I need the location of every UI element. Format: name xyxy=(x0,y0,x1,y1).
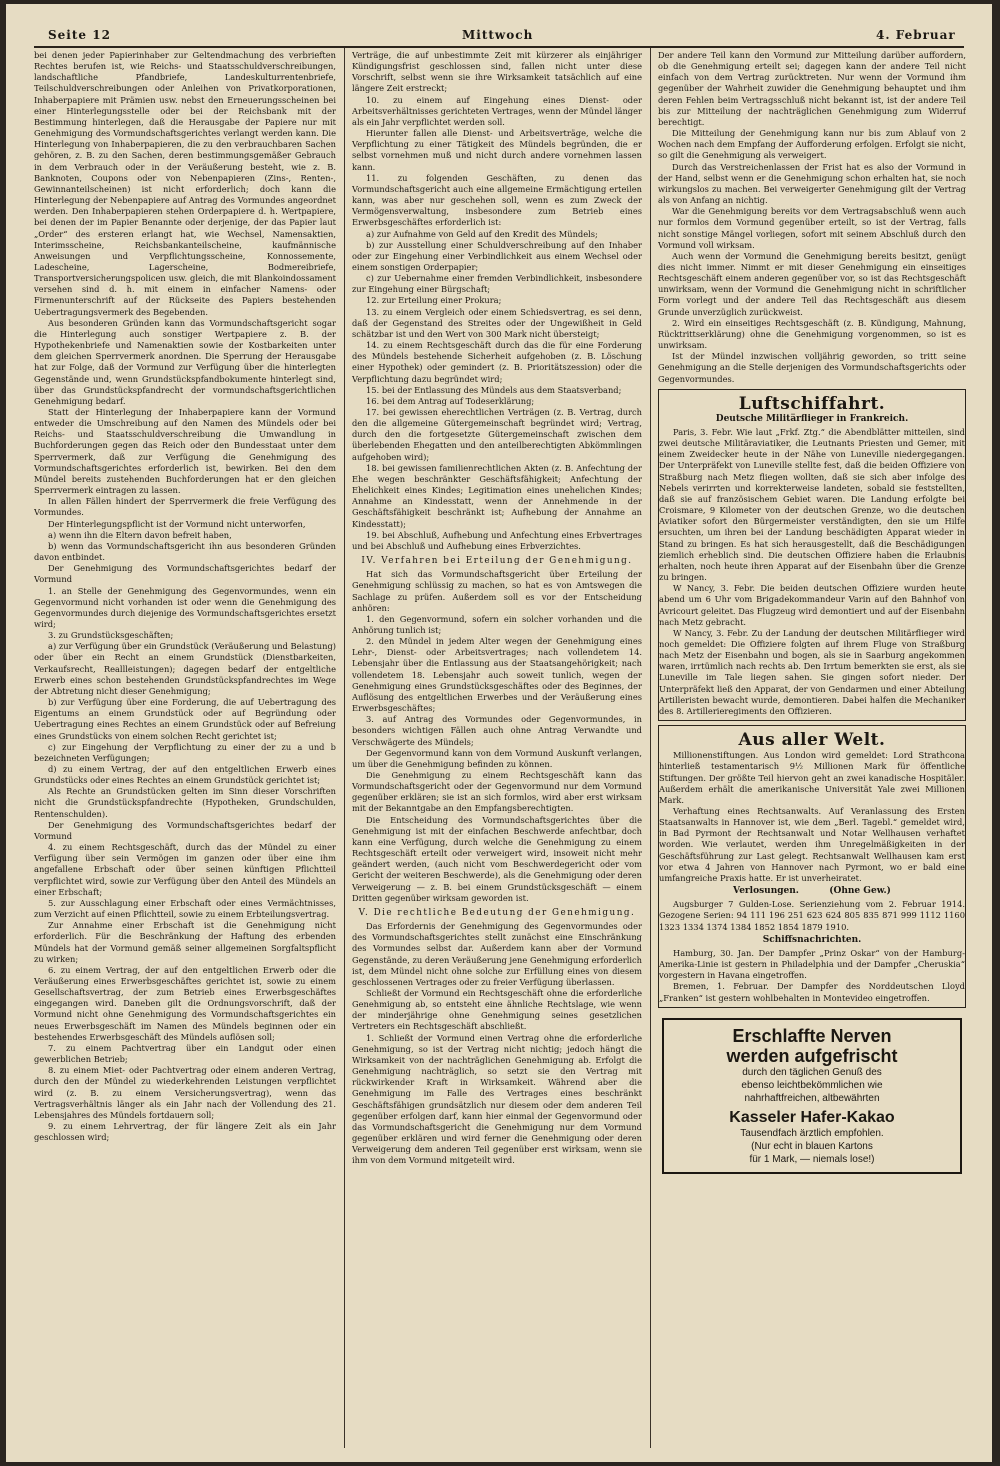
paragraph: 5. zur Ausschlagung einer Erbschaft oder eines Vermächtnisses, zum Verzicht auf einen Pflichtteil, sowie zu einem Erbteilungsvertrag. xyxy=(34,897,336,920)
paragraph: Hamburg, 30. Jan. Der Dampfer „Prinz Oskar“ von der Hamburg-Amerika-Linie ist gestern in Philadelphia und der Dampfer „Cheruskia“ vorgestern in Havana eingetroffen. xyxy=(659,947,965,981)
paragraph: 17. bei gewissen eherechtlichen Verträgen (z. B. Vertrag, durch den die allgemeine Gütergemeinschaft begründet wird; Vertrag, durch den die fortgesetzte Gütergemeinschaft zwischen dem überlebenden Ehegatten und den anteilberechtigten Abkömmlingen aufgehoben wird); xyxy=(352,407,642,462)
paragraph: 12. zur Erteilung einer Prokura; xyxy=(366,295,502,306)
paragraph: Die Genehmigung zu einem Rechtsgeschäft kann das Vormundschaftsgericht oder der Gegenvormund nur dem Vormund gegenüber erklären; sie ist an sich formlos, wird aber erst wirksam mit der Bekanntgabe an den Empfangsberechtigten. xyxy=(352,770,642,814)
paragraph: Aus besonderen Gründen kann das Vormundschaftsgericht sogar die Hinterlegung auch sonstiger Wertpapiere z. B. der Hypothekenbriefe und Namenaktien sowie der Kostbarkeiten unter dem gleichen Sperrvermerk anordnen. Die Sperrung der Herausgabe hat zur Folge, daß der Vormund zur Verfügung über die hinterlegten Gegenstände und, wenn Grundstückspfandbokumente hinterlegt sind, über das Grundstückspfandrecht der vormundschaftsgerichtlichen Genehmigung bedarf. xyxy=(34,317,336,406)
paragraph: Paris, 3. Febr. Wie laut „Frkf. Ztg.“ die Abendblätter mitteilen, sind zwei deutsche Militäraviatiker, die Leutnants Priesten und Gemer, mit einem Zweidecker heute in der Nähe von Luneville niedergegangen. Der Unterpräfekt von Luneville stellte fest, daß die beiden Offiziere von Straßburg nach Metz fliegen wollten, daß sie sich aber infolge des Nebels verirrten und korrekterweise landeten, sobald sie feststellten, daß sie auf französischem Gebiet waren. Die Landung erfolgte bei Croismare, 9 Kilometer von der deutschen Grenze, wo die deutschen Aviatiker sofort den Bürgermeister verständigten, den sie um Hilfe ersuchten, um ihren bei der Landung beschädigten Apparat wieder in Stand zu bringen. Es hat sich herausgestellt, daß die Beschädigungen ziemlich erheblich sind. Die deutschen Offiziere haben die Erlaubnis erhalten, noch heute ihren Apparat auf der Eisenbahn über die Grenze zu bringen. xyxy=(659,427,965,583)
paragraph: bei denen jeder Papierinhaber zur Geltendmachung des verbrieften Rechtes berufen ist, wie Reichs- und Staatsschuldverschreibungen, landschaftliche Pfandbriefe, Landeskulturrentenbriefe, Teilschuldverschreibungen oder Anleihen von Privatkorporationen, Inhaberpapiere mit Prämien usw. nebst den Erneuerungsscheinen bei einer Hinterlegungsstelle oder bei der Reichsbank mit der Bestimmung hinterlegen, daß die Herausgabe der Papiere nur mit Genehmigung des Vormundschaftsgerichtes verlangt werden kann. Die Hinterlegung von Inhaberpapieren, die zu den verbrauchbaren Sachen gehören, z. B. zu den Sachen, deren bestimmungsgemäßer Gebrauch in dem Verbrauch oder in der Veräußerung besteht, wie z. B. Banknoten, Coupons oder von Nebenpapieren (Zins-, Renten-, Gewinnanteilscheinen) ist nicht erforderlich; doch kann die Hinterlegung der Nebenpapiere auf Antrag des Vormundes angeordnet werden. Den Inhaberpapieren stehen Orderpapiere d. h. Wertpapiere, bei denen der im Papier Benannte oder derjenige, der das Papier laut „Order“ des ersteren erlangt hat, wie Wechsel, Namensaktien, Interimsscheine, Reichsbankanteilscheine, kaufmännische Anweisungen und Verpflichtungsscheine, Konnossemente, Ladescheine, Lagerscheine, Bodmereibriefe, Transportversicherungspolicen usw. gleich, die mit Blankoindossament versehen sind d. h. mit einem in einfacher Namens- oder Firmenunterschrift auf der Rückseite des Papiers bestehenden Uebertragungsvermerk des Begebenden. xyxy=(34,50,336,317)
paragraph: Augsburger 7 Gulden-Lose. Serienziehung vom 2. Februar 1914. Gezogene Serien: 94 111 196 251 623 624 805 835 871 999 1112 1160 1323 1334 1374 1384 1852 1854 1879 1910. xyxy=(659,899,965,932)
section-heading: Aus aller Welt. xyxy=(738,730,886,751)
column-2 xyxy=(352,50,642,1452)
paragraph: Auch wenn der Vormund die Genehmigung bereits besitzt, genügt dies nicht immer. Nimmt er mit dieser Genehmigung ein einseitiges Rechtsgeschäft einem anderen gegenüber vor, so ist das Rechtsgeschäft unwirksam, wenn der Vormund die Genehmigung nicht in schriftlicher Form vorlegt und der andere Teil das Rechtsgeschäft aus diesem Grunde unverzüglich zurückweist. xyxy=(658,250,966,317)
paragraph: b) wenn das Vormundschaftsgericht ihn aus besonderen Gründen davon entbindet. xyxy=(34,540,336,563)
paragraph: In allen Fällen hindert der Sperrvermerk die freie Verfügung des Vormundes. xyxy=(34,496,336,518)
paragraph: Als Rechte an Grundstücken gelten im Sinn dieser Vorschriften nicht die Grundstückspfandrechte (Hypotheken, Grundschulden, Rentenschulden). xyxy=(34,786,336,819)
paragraph: Die Mitteilung der Genehmigung kann nur bis zum Ablauf von 2 Wochen nach dem Empfang der Aufforderung erfolgen. Erfolgt sie nicht, so gilt die Genehmigung als verweigert. xyxy=(658,128,966,161)
paragraph: a) zur Aufnahme von Geld auf den Kredit des Mündels; xyxy=(366,228,598,239)
paragraph: 7. zu einem Pachtvertrag über ein Landgut oder einen gewerblichen Betrieb; xyxy=(34,1042,336,1065)
paragraph: d) zu einem Vertrag, der auf den entgeltlichen Erwerb eines Grundstücks oder eines Rechtes an einem Grundstück gerichtet ist; xyxy=(34,764,336,786)
paragraph: 18. bei gewissen familienrechtlichen Akten (z. B. Anfechtung der Ehe wegen beschränkter Geschäftsfähigkeit; Anfechtung der Ehelichkeit eines Kindes; Legitimation eines unehelichen Kindes; Annahme an Kindesstatt, wenn der Annehmende in der Geschäftsfähigkeit beschränkt ist; Aufhebung der Annahme an Kindesstatt); xyxy=(352,462,642,529)
page-number: Seite 12 xyxy=(48,28,111,42)
verlosungen-note: (Ohne Gew.) xyxy=(829,886,891,897)
paragraph: Millionenstiftungen. Aus London wird gemeldet: Lord Strathcona hinterließ testamentarisch 9½ Millionen Mark für öffentliche Stiftungen. Der größte Teil hiervon geht an zwei kanadische Hospitäler. Außerdem erhält die amerikanische Universität Yale zwei Millionen Mark. xyxy=(659,750,965,805)
paragraph: 8. zu einem Miet- oder Pachtvertrag oder einem anderen Vertrag, durch den der Mündel zu wiederkehrenden Leistungen verpflichtet wird (z. B. zu einem Versicherungsvertrag), wenn das Vertragsverhältnis länger als ein Jahr nach der Vollendung des 21. Lebensjahres des Mündels fortdauern soll; xyxy=(34,1065,336,1120)
paragraph: c) zur Eingehung der Verpflichtung zu einer der zu a und b bezeichneten Verfügungen; xyxy=(34,741,336,763)
paragraph: Der Hinterlegungspflicht ist der Vormund nicht unterworfen, xyxy=(48,518,306,529)
ad-text: für 1 Mark, — niemals lose!) xyxy=(749,1153,875,1165)
paragraph: W Nancy, 3. Febr. Die beiden deutschen Offiziere wurden heute abend um 6 Uhr vom Brigadekommandeur Varin auf den Bahnhof von Avricourt geleitet. Das Flugzeug wird demontiert und auf der Eisenbahn nach Metz gebracht. xyxy=(659,583,965,627)
paragraph: 3. auf Antrag des Vormundes oder Gegenvormundes, in besonders wichtigen Fällen auch ohne Antrag Verwandte und Verschwägerte des Mündels; xyxy=(352,714,642,747)
issue-date: 4. Februar xyxy=(876,28,956,42)
column-3 xyxy=(658,50,966,1452)
paragraph: Der andere Teil kann den Vormund zur Mitteilung darüber auffordern, ob die Genehmigung erteilt sei; dagegen kann der andere Teil nicht einfach von dem Vertrag zurücktreten. Nur wenn der Vormund ihm gegenüber der Wahrheit zuwider die Genehmigung behauptet und ihm deren Fehlen beim Vertragsschluß nicht bekannt ist, ist der andere Teil bis zur Mitteilung der nachträglichen Genehmigung zum Widerruf berechtigt. xyxy=(658,50,966,127)
section-heading: V. Die rechtliche Bedeutung der Genehmigung. xyxy=(358,907,636,918)
paragraph: 9. zu einem Lehrvertrag, der für längere Zeit als ein Jahr geschlossen wird; xyxy=(34,1121,336,1143)
paragraph: Der Genehmigung des Vormundschaftsgerichtes bedarf der Vormund xyxy=(34,563,336,585)
paragraph: 4. zu einem Rechtsgeschäft, durch das der Mündel zu einer Verfügung über sein Vermögen im ganzen oder über eine ihm angefallene Erbschaft oder über seinen künftigen Pflichtteil verpflichtet wird, sowie zur Verfügung über den Anteil des Mündels an einer Erbschaft; xyxy=(34,842,336,897)
paragraph: 11. zu folgenden Geschäften, zu denen das Vormundschaftsgericht auch eine allgemeine Ermächtigung erteilen kann, was aber nur geschehen soll, wenn es zum Zweck der Vermögensverwaltung, insbesondere zum Betrieb eines Erwerbsgeschäftes erforderlich ist: xyxy=(352,172,642,228)
paragraph: Schließt der Vormund ein Rechtsgeschäft ohne die erforderliche Genehmigung ab, so entsteht eine ähnliche Rechtslage, wie wenn der minderjährige ohne Genehmigung seines gesetzlichen Vertreters ein Rechtsgeschäft abschließt. xyxy=(352,987,642,1032)
ad-headline: Erschlaffte Nerven xyxy=(732,1025,892,1046)
article-subheading: Deutsche Militärflieger in Frankreich. xyxy=(715,413,909,424)
paragraph: Verträge, die auf unbestimmte Zeit mit kürzerer als einjähriger Kündigungsfrist geschlossen sind, fallen nicht unter diese Vorschrift, selbst wenn sie ihre Wirksamkeit tatsächlich auf eine längere Zeit erstreckt; xyxy=(352,50,642,94)
column-1 xyxy=(34,50,336,1452)
paragraph: 15. bei der Entlassung des Mündels aus dem Staatsverband; xyxy=(366,384,622,395)
paragraph: Verhaftung eines Rechtsanwalts. Auf Veranlassung des Ersten Staatsanwalts in Hannover ist, wie dem „Berl. Tagebl.“ gemeldet wird, in Bad Pyrmont der Rechtsanwalt und Notar Wellhausen verhaftet worden. Wie verlautet, werden ihm Unregelmäßigkeiten in der Geschäftsführung zur Last gelegt. Rechtsanwalt Wellhausen kam erst vor etwa 4 Jahren von Hannover nach Pyrmont, wo er bald eine umfangreiche Praxis hatte. Er ist unverheiratet. xyxy=(659,806,965,883)
ad-text: durch den täglichen Genuß des xyxy=(742,1066,882,1078)
newspaper-page xyxy=(6,4,992,1462)
paragraph: 2. Wird ein einseitiges Rechtsgeschäft (z. B. Kündigung, Mahnung, Rücktrittserklärung) ohne die Genehmigung vorgenommen, so ist es unwirksam. xyxy=(658,317,966,351)
paragraph: Das Erfordernis der Genehmigung des Gegenvormundes oder des Vormundschaftsgerichtes stellt zunächst eine Einschränkung des Vormundes selbst dar. Außerdem kann aber der Vormund Gegenstände, zu deren Veräußerung jene Genehmigung erforderlich ist, dem Mündel nicht ohne solche zur Erfüllung eines von diesem geschlossenen Vertrages oder zu freier Verfügung überlassen. xyxy=(352,921,642,987)
paragraph: Hat sich das Vormundschaftsgericht über Erteilung der Genehmigung schlüssig zu machen, so hat es von Amtswegen die Sachlage zu prüfen. Außerdem soll es vor der Entscheidung anhören: xyxy=(352,569,642,613)
paragraph: Hierunter fallen alle Dienst- und Arbeitsverträge, welche die Verpflichtung zu einer Tätigkeit des Mündels begründen, die er selbst vornehmen muß und nicht durch andere vornehmen lassen kann. xyxy=(352,128,642,172)
ad-text: ebenso leichtbekömmlichen wie xyxy=(741,1079,883,1091)
paragraph: Der Genehmigung des Vormundschaftsgerichtes bedarf der Vormund xyxy=(34,819,336,841)
paragraph: Bremen, 1. Februar. Der Dampfer des Norddeutschen Lloyd „Franken“ ist gestern wohlbehalten in Montevideo eingetroffen. xyxy=(659,981,965,1003)
paragraph: a) zur Verfügung über ein Grundstück (Veräußerung und Belastung) oder über ein Recht an einem Grundstück (Dienstbarkeiten, Verkaufsrecht, Reallleistungen); dagegen bedarf der entgeltliche Erwerb eines schon bestehenden Grundstückspfandrechtes im Wege der Abtretung nicht dieser Genehmigung; xyxy=(34,641,336,696)
ad-brand: Kasseler Hafer-Kakao xyxy=(729,1108,895,1126)
column-divider xyxy=(650,48,651,1448)
paragraph: 6. zu einem Vertrag, der auf den entgeltlichen Erwerb oder die Veräußerung eines Erwerbsgeschäftes gerichtet ist, sowie zu einem Gesellschaftsvertrag, der zum Betrieb eines Erwerbsgeschäftes eingegangen wird. Daneben gilt die Ordnungsvorschrift, daß der Vormund nicht ohne Genehmigung des Vormundschaftsgerichtes ein neues Erwerbsgeschäft im Namen des Mündels beginnen oder ein bestehendes Erwerbsgeschäft des Mündels auflösen soll; xyxy=(34,964,336,1042)
paragraph: Durch das Verstreichenlassen der Frist hat es also der Vormund in der Hand, selbst wenn er die Genehmigung schon erhalten hat, sie noch wirkungslos zu machen. Bei verweigerter Genehmigung gilt der Vertrag als von Anfang an nichtig. xyxy=(658,161,966,206)
paragraph: 1. an Stelle der Genehmigung des Gegenvormundes, wenn ein Gegenvormund nicht vorhanden ist oder wenn die Genehmigung des Gegenvormundes durch diejenige des Vormundschaftsgerichtes ersetzt wird; xyxy=(34,585,336,629)
ad-text: nahrhaftfreichen, altbewährten xyxy=(744,1092,880,1104)
paragraph: a) wenn ihn die Eltern davon befreit haben, xyxy=(48,529,232,540)
paragraph: Der Gegenvormund kann von dem Vormund Auskunft verlangen, um über die Genehmigung befinden zu können. xyxy=(352,747,642,769)
column-divider xyxy=(344,48,345,1448)
ad-text: Tausendfach ärztlich empfohlen. xyxy=(740,1127,884,1139)
paragraph: 13. zu einem Vergleich oder einem Schiedsvertrag, es sei denn, daß der Gegenstand des Streites oder der Ungewißheit in Geld schätzbar ist und den Wert von 300 Mark nicht übersteigt; xyxy=(352,306,642,339)
header-rule xyxy=(34,46,964,48)
schiffsnachrichten-heading: Schiffsnachrichten. xyxy=(762,934,862,945)
paragraph: 3. zu Grundstücksgeschäften; xyxy=(48,630,174,641)
paragraph: Die Entscheidung des Vormundschaftsgerichtes über die Genehmigung ist mit der einfachen Beschwerde anfechtbar, doch kann eine Verfügung, durch welche die Genehmigung zu einem Rechtsgeschäft erteilt oder verweigert wird, insoweit nicht mehr geändert werden, (auch nicht vom Beschwerdegericht oder vom Gericht der weiteren Beschwerde), als die Genehmigung oder deren Verweigerung — z. B. bei einem Grundstücksgeschäft — einem Dritten gegenüber wirksam geworden ist. xyxy=(352,814,642,903)
verlosungen-title: Verlosungen. xyxy=(733,886,799,897)
paragraph: 1. den Gegenvormund, sofern ein solcher vorhanden und die Anhörung tunlich ist; xyxy=(352,613,642,635)
paragraph: 10. zu einem auf Eingehung eines Dienst- oder Arbeitsverhältnisses gerichteten Vertrages, wenn der Mündel länger als ein Jahr verpflichtet werden soll. xyxy=(352,94,642,127)
paragraph: b) zur Verfügung über eine Forderung, die auf Uebertragung des Eigentums an einem Grundstück oder auf Begründung oder Uebertragung eines Rechtes an einem Grundstück oder auf Befreiung eines Grundstücks von einem solchen Recht gerichtet ist; xyxy=(34,697,336,741)
paragraph: c) zur Uebernahme einer fremden Verbindlichkeit, insbesondere zur Eingehung einer Bürgschaft; xyxy=(352,273,642,295)
paragraph: 14. zu einem Rechtsgeschäft durch das die für eine Forderung des Mündels bestehende Sicherheit aufgehoben (z. B. Löschung einer Hypothek) oder gemindert (z. B. Prioritätszession) oder die Verpflichtung dazu begründet wird; xyxy=(352,340,642,384)
paragraph: 19. bei Abschluß, Aufhebung und Anfechtung eines Erbvertrages und bei Abschluß und Aufhebung eines Erbverzichtes. xyxy=(352,529,642,551)
verlosungen-heading xyxy=(659,886,965,897)
section-heading: IV. Verfahren bei Erteilung der Genehmigung. xyxy=(361,556,633,567)
paragraph: Statt der Hinterlegung der Inhaberpapiere kann der Vormund entweder die Umschreibung auf den Namen des Mündels oder bei Reichs- und Staatsschuldverschreibung die Umwandlung in Buchforderungen gegen das Reich oder den Bundesstaat unter dem Sperrvermerk, daß zur Verfügung die Genehmigung des Vormundschaftsgerichtes erforderlich ist, bewirken. Bei den dem Mündel bereits zustehenden Buchforderungen hat er den gleichen Sperrvermerk eintragen zu lassen. xyxy=(34,407,336,496)
weekday: Mittwoch xyxy=(462,28,534,42)
paragraph: Ist der Mündel inzwischen volljährig geworden, so tritt seine Genehmigung an die Stelle derjenigen des Vormundschaftsgerichts oder Gegenvormundes. xyxy=(658,351,966,384)
paragraph: War die Genehmigung bereits vor dem Vertragsabschluß wenn auch nur formlos dem Vormund gegenüber erteilt, so ist der Vertrag, falls nicht sonstige Mängel vorliegen, sofort mit seinem Abschluß durch den Vormund voll wirksam. xyxy=(658,206,966,250)
paragraph: W Nancy, 3. Febr. Zu der Landung der deutschen Militärflieger wird noch gemeldet: Die Offiziere folgten auf ihrem Fluge von Straßburg nach Metz der Eisenbahn und bogen, als sie in Saarburg angekommen waren, irrtümlich nach rechts ab. Den Irrtum bemerkten sie erst, als sie Luneville im Tale liegen sahen. Sie gingen sofort nieder. Der Unterpräfekt ließ den Apparat, der von Gendarmen und einer Abteilung Artilleristen bewacht wurde, demontieren. Dabei halfen die Mechaniker des 8. Artillerieregiments den Offizieren. xyxy=(659,627,965,716)
paragraph: b) zur Ausstellung einer Schuldverschreibung auf den Inhaber oder zur Eingehung einer Verbindlichkeit aus einem Wechsel oder einem sonstigen Orderpapier; xyxy=(352,239,642,272)
section-heading: Luftschiffahrt. xyxy=(738,393,886,414)
paragraph: Zur Annahme einer Erbschaft ist die Genehmigung nicht erforderlich. Für die Beschränkung der Haftung des erbenden Mündels hat der Vormund gemäß seiner allgemeinen Sorgfaltspflicht zu wirken; xyxy=(34,920,336,964)
advertisement xyxy=(662,1018,962,1174)
luftschiffahrt-section xyxy=(658,389,966,721)
aus-aller-welt-section xyxy=(658,725,966,1008)
paragraph: 2. den Mündel in jedem Alter wegen der Genehmigung eines Lehr-, Dienst- oder Arbeitsvertrages; nach vollendetem 14. Lebensjahr über die Entlassung aus der Staatsangehörigkeit; nach vollendetem 18. Lebensjahr auch soweit tunlich, wegen der Genehmigung eines Grundstücksgeschäftes oder des Beginnes, der Auflösung des entgeltlichen Erwerbes und der Veräußerung eines Erwerbsgeschäftes; xyxy=(352,636,642,714)
ad-headline: werden aufgefrischt xyxy=(726,1045,898,1066)
ad-text: (Nur echt in blauen Kartons xyxy=(751,1140,873,1152)
paragraph: 1. Schließt der Vormund einen Vertrag ohne die erforderliche Genehmigung, so ist der Vertrag nicht nichtig; jedoch hängt die Wirksamkeit von der nachträglichen Genehmigung ab. Erfolgt die Genehmigung nachträglich, so setzt sie den Vertrag mit rückwirkender Kraft in Wirksamkeit. Während aber die Genehmigung im Falle des Vertrages eines beschränkt Geschäftsfähigen grundsätzlich nur diesem oder dem anderen Teil gegenüber erfolgen darf, kann hier einmal der Gegenvormund oder das Vormundschaftsgericht die Genehmigung nur dem Vormund gegenüber erklären und wird ferner die Genehmigung oder deren Verweigerung dem anderen Teil gegenüber erst wirksam, wenn sie ihm von dem Vormund mitgeteilt wird. xyxy=(352,1032,642,1166)
paragraph: 16. bei dem Antrag auf Todeserklärung; xyxy=(366,395,535,406)
